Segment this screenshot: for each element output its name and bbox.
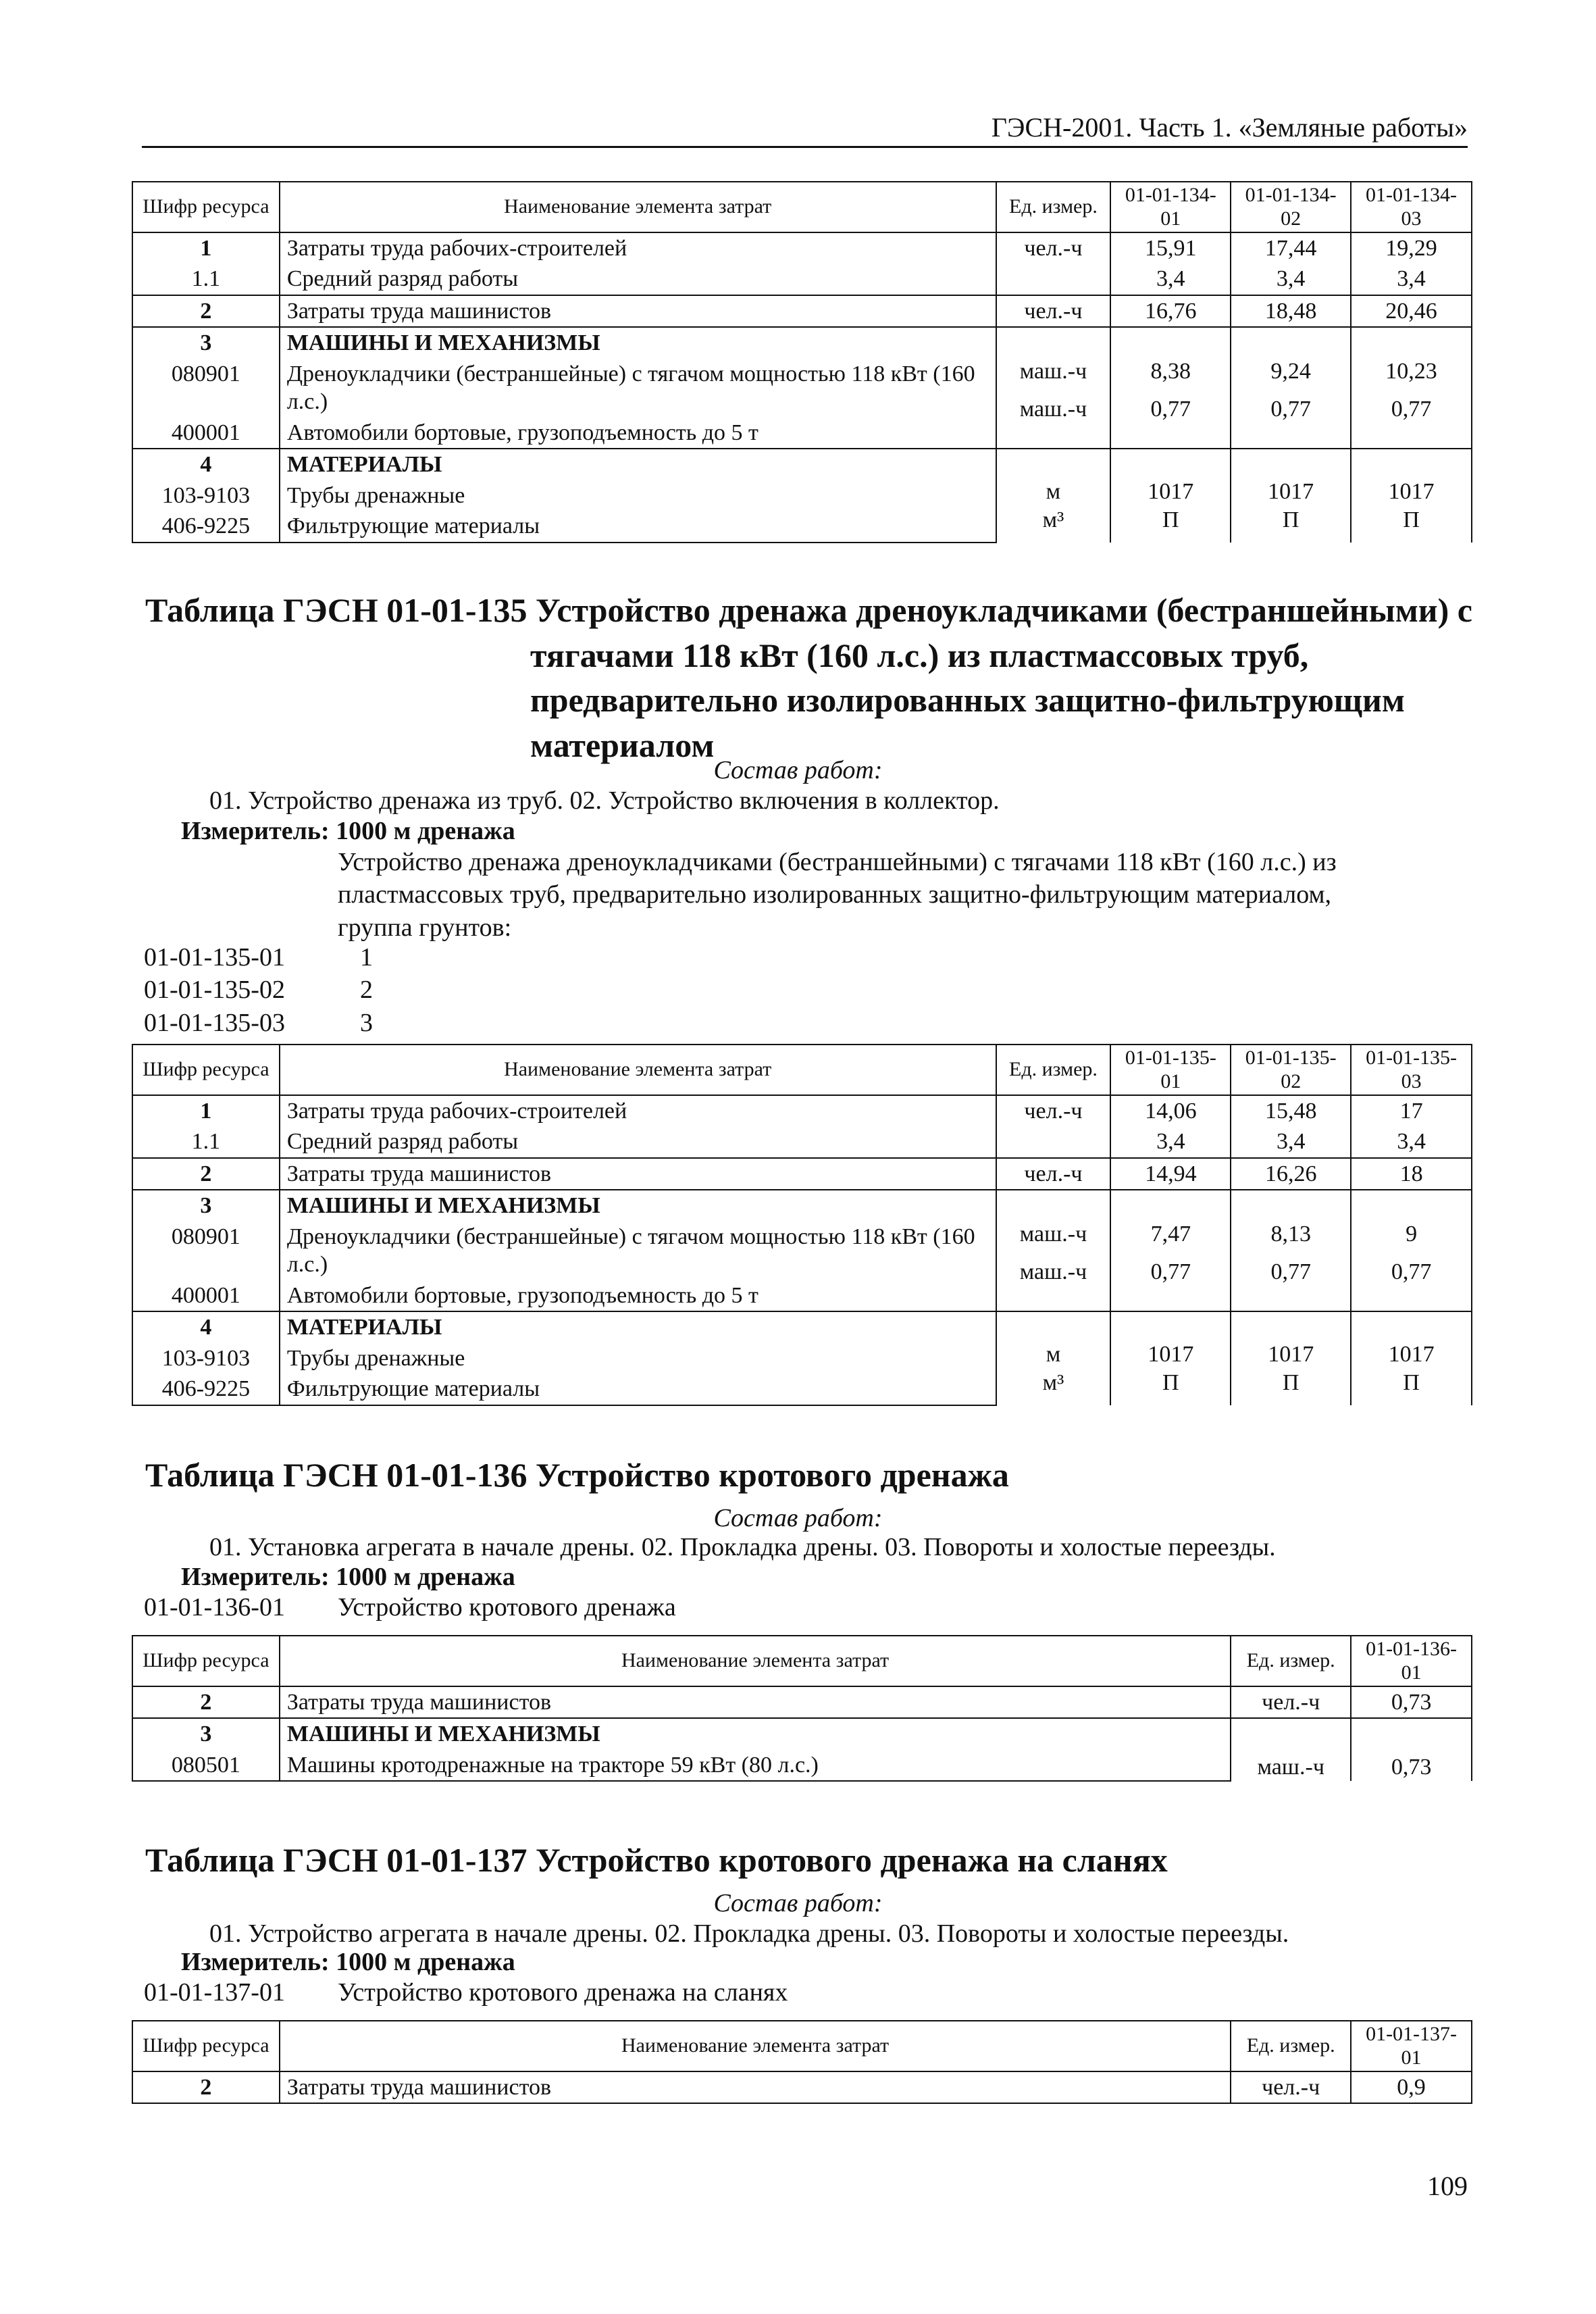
value-cell: П (1403, 507, 1420, 532)
table-header-row (132, 1045, 1472, 1095)
unit-cell: м (1046, 1342, 1061, 1367)
description-line: группа грунтов: (338, 913, 512, 942)
value-cell: П (1282, 1369, 1299, 1395)
col-unit-header: Ед. измер. (1231, 1636, 1351, 1686)
table-row (132, 1190, 1472, 1221)
value-cell: 3,4 (1351, 263, 1472, 295)
list-item (144, 941, 373, 974)
value-cell: 0,73 (1391, 1754, 1432, 1780)
resource-code: 2 (132, 2071, 280, 2103)
list-item (144, 1976, 788, 2009)
value-cell: 1017 (1148, 479, 1194, 505)
resource-name: Автомобили бортовые, грузоподъемность до 5 т (280, 418, 996, 449)
unit-cell: маш.-ч (1019, 396, 1087, 422)
table-row (132, 1686, 1472, 1718)
norm-code-description: Устройство кротового дренажа (338, 1593, 676, 1621)
col-code-header: Шифр ресурса (132, 1045, 280, 1095)
resource-name: Фильтрующие материалы (280, 1374, 996, 1405)
title-line: предварительно изолированных защитно-фильтрующим (530, 681, 1405, 719)
value-cell: П (1162, 507, 1179, 532)
value-cell: 18 (1351, 1158, 1472, 1190)
value-cell: П (1403, 1369, 1420, 1395)
value-cell: 0,77 (1150, 396, 1191, 422)
resource-code: 103-9103 (132, 480, 280, 511)
group-heading: МАТЕРИАЛЫ (280, 449, 996, 480)
value-cell: 14,94 (1110, 1158, 1231, 1190)
resource-name: Средний разряд работы (280, 263, 996, 295)
col-norm-header: 01-01-134-03 (1351, 182, 1472, 232)
norm-code-list (144, 941, 373, 1039)
col-norm-header: 01-01-134-02 (1231, 182, 1351, 232)
value-cell: 3,4 (1110, 1126, 1231, 1157)
description-line: пластмассовых труб, предварительно изолированных защитно-фильтрующим материалом, (338, 880, 1332, 909)
soil-group: 1 (360, 943, 373, 972)
value-cell: 3,4 (1110, 263, 1231, 295)
value-cell: 3,4 (1231, 1126, 1351, 1157)
measure-label: Измеритель: 1000 м дренажа (181, 1948, 515, 1976)
norm-code: 01-01-135-03 (144, 1008, 285, 1037)
value-cell: 3,4 (1231, 263, 1351, 295)
unit-cell: м³ (1042, 507, 1064, 532)
resource-code: 1.1 (132, 263, 280, 295)
resource-name: Затраты труда машинистов (280, 2071, 1231, 2103)
resource-code: 2 (132, 1158, 280, 1190)
value-cell: 9,24 (1270, 359, 1311, 384)
value-cell: 15,91 (1110, 232, 1231, 263)
group-heading: МАШИНЫ И МЕХАНИЗМЫ (280, 1190, 996, 1221)
value-cell: 9 (1406, 1222, 1418, 1247)
table-row (132, 1126, 1472, 1157)
norm-code: 01-01-135-01 (144, 943, 285, 972)
soil-group: 3 (360, 1008, 373, 1037)
col-unit-header: Ед. измер. (1231, 2021, 1351, 2071)
value-cell: 0,77 (1150, 1259, 1191, 1284)
value-cell: 1017 (1268, 1342, 1314, 1367)
unit-cell: маш.-ч (1019, 1259, 1087, 1284)
value-cell: 3,4 (1351, 1126, 1472, 1157)
norm-description (338, 846, 1486, 944)
resource-code: 400001 (132, 1280, 280, 1311)
table-row (132, 295, 1472, 327)
resource-code: 400001 (132, 418, 280, 449)
value-cell: 1017 (1268, 479, 1314, 505)
list-item (144, 1007, 373, 1039)
col-name-header: Наименование элемента затрат (280, 1636, 1231, 1686)
unit-cell: чел.-ч (1231, 2071, 1351, 2103)
resource-code: 1.1 (132, 1126, 280, 1157)
title-line: материалом (530, 726, 715, 764)
unit-cell: чел.-ч (996, 1095, 1111, 1126)
value-cell: 15,48 (1231, 1095, 1351, 1126)
unit-cell: маш.-ч (1019, 359, 1087, 384)
measure-label: Измеритель: 1000 м дренажа (181, 1563, 515, 1591)
unit-cell: маш.-ч (1257, 1754, 1324, 1780)
resource-code: 4 (132, 449, 280, 480)
value-cell: 1017 (1148, 1342, 1194, 1367)
col-norm-header: 01-01-137-01 (1351, 2021, 1472, 2071)
value-cell: 19,29 (1351, 232, 1472, 263)
section-title-137: Таблица ГЭСН 01-01-137 Устройство кротового дренажа на сланях (145, 1841, 1168, 1879)
resource-name: Дреноукладчики (бестраншейные) с тягачом мощностью 118 кВт (160 л.с.) (280, 359, 996, 418)
resource-name: Затраты труда рабочих-строителей (280, 232, 996, 263)
value-cell: 0,73 (1351, 1686, 1472, 1718)
resource-code: 1 (132, 232, 280, 263)
section-title-136: Таблица ГЭСН 01-01-136 Устройство кротового дренажа (145, 1456, 1009, 1494)
group-heading: МАШИНЫ И МЕХАНИЗМЫ (280, 1718, 1231, 1749)
value-cell: 7,47 (1150, 1222, 1191, 1247)
table-row (132, 232, 1472, 263)
table-row (132, 263, 1472, 295)
col-code-header: Шифр ресурса (132, 1636, 280, 1686)
value-cell: 16,76 (1110, 295, 1231, 327)
cost-table-136 (132, 1635, 1472, 1782)
value-cell: 1017 (1388, 1342, 1435, 1367)
norm-code-list (144, 1976, 788, 2009)
resource-name: Затраты труда рабочих-строителей (280, 1095, 996, 1126)
table-row (132, 1095, 1472, 1126)
table-row (132, 2071, 1472, 2103)
composition-label: Состав работ: (713, 1889, 883, 1917)
table-header-row (132, 2021, 1472, 2071)
resource-code: 080901 (132, 1222, 280, 1280)
resource-code: 3 (132, 1190, 280, 1221)
value-cell: 0,77 (1270, 1259, 1311, 1284)
table-row (132, 1311, 1472, 1342)
composition-text: 01. Устройство дренажа из труб. 02. Устройство включения в коллектор. (209, 786, 1000, 815)
resource-name: Машины кротодренажные на тракторе 59 кВт (80 л.с.) (280, 1750, 1231, 1781)
cost-table-134 (132, 181, 1472, 543)
resource-name: Автомобили бортовые, грузоподъемность до 5 т (280, 1280, 996, 1311)
list-item (144, 974, 373, 1006)
unit-cell: маш.-ч (1019, 1222, 1087, 1247)
composition-label: Состав работ: (713, 756, 883, 784)
value-cell: П (1162, 1369, 1179, 1395)
value-cell: 16,26 (1231, 1158, 1351, 1190)
table-header-row (132, 182, 1472, 232)
col-name-header: Наименование элемента затрат (280, 2021, 1231, 2071)
col-code-header: Шифр ресурса (132, 182, 280, 232)
resource-name: Трубы дренажные (280, 480, 996, 511)
resource-code: 103-9103 (132, 1343, 280, 1374)
col-name-header: Наименование элемента затрат (280, 182, 996, 232)
table-row (132, 1158, 1472, 1190)
resource-name: Средний разряд работы (280, 1126, 996, 1157)
norm-code: 01-01-135-02 (144, 976, 285, 1005)
col-unit-header: Ед. измер. (996, 182, 1111, 232)
running-header: ГЭСН-2001. Часть 1. «Земляные работы» (991, 112, 1468, 143)
col-code-header: Шифр ресурса (132, 2021, 280, 2071)
resource-name: Затраты труда машинистов (280, 1686, 1231, 1718)
group-heading: МАТЕРИАЛЫ (280, 1311, 996, 1342)
resource-code: 3 (132, 1718, 280, 1749)
soil-group: 2 (360, 976, 373, 1005)
value-cell: 8,38 (1150, 359, 1191, 384)
col-norm-header: 01-01-135-01 (1110, 1045, 1231, 1095)
norm-code-list (144, 1591, 676, 1624)
col-unit-header: Ед. измер. (996, 1045, 1111, 1095)
resource-name: Фильтрующие материалы (280, 511, 996, 542)
col-name-header: Наименование элемента затрат (280, 1045, 996, 1095)
header-rule (142, 146, 1468, 148)
resource-code: 2 (132, 1686, 280, 1718)
resource-code: 406-9225 (132, 1374, 280, 1405)
col-norm-header: 01-01-134-01 (1110, 182, 1231, 232)
composition-label: Состав работ: (713, 1504, 883, 1532)
unit-cell: чел.-ч (996, 232, 1111, 263)
resource-code: 1 (132, 1095, 280, 1126)
cost-table-137 (132, 2020, 1472, 2104)
unit-cell: чел.-ч (996, 295, 1111, 327)
table-row (132, 327, 1472, 358)
value-cell: 0,77 (1270, 396, 1311, 422)
value-cell: 17,44 (1231, 232, 1351, 263)
resource-name: Трубы дренажные (280, 1343, 996, 1374)
norm-code-description: Устройство кротового дренажа на сланях (338, 1978, 788, 2007)
section-title-135 (145, 588, 1489, 768)
table-row (132, 449, 1472, 480)
value-cell: 10,23 (1385, 359, 1437, 384)
norm-code: 01-01-136-01 (144, 1593, 285, 1621)
resource-code: 406-9225 (132, 511, 280, 542)
col-norm-header: 01-01-135-02 (1231, 1045, 1351, 1095)
resource-code: 4 (132, 1311, 280, 1342)
description-line: Устройство дренажа дреноукладчиками (бестраншейными) с тягачами 118 кВт (160 л.с.) из (338, 848, 1337, 876)
value-cell: 0,9 (1351, 2071, 1472, 2103)
col-norm-header: 01-01-136-01 (1351, 1636, 1472, 1686)
resource-code: 3 (132, 327, 280, 358)
resource-code: 2 (132, 295, 280, 327)
title-line: тягачами 118 кВт (160 л.с.) из пластмассовых труб, (530, 636, 1309, 674)
value-cell: 20,46 (1351, 295, 1472, 327)
table-header-row (132, 1636, 1472, 1686)
group-heading: МАШИНЫ И МЕХАНИЗМЫ (280, 327, 996, 358)
value-cell: 18,48 (1231, 295, 1351, 327)
unit-cell: чел.-ч (996, 1158, 1111, 1190)
resource-name: Дреноукладчики (бестраншейные) с тягачом мощностью 118 кВт (160 л.с.) (280, 1222, 996, 1280)
unit-cell (996, 263, 1111, 295)
resource-name: Затраты труда машинистов (280, 1158, 996, 1190)
list-item (144, 1591, 676, 1624)
resource-code: 080501 (132, 1750, 280, 1781)
table-row (132, 1718, 1472, 1749)
page-number: 109 (1427, 2171, 1468, 2201)
unit-cell: м³ (1042, 1369, 1064, 1395)
norm-code: 01-01-137-01 (144, 1978, 285, 2007)
composition-text: 01. Установка агрегата в начале дрены. 02. Прокладка дрены. 03. Повороты и холостые переезды. (209, 1533, 1276, 1561)
col-norm-header: 01-01-135-03 (1351, 1045, 1472, 1095)
title-line: Таблица ГЭСН 01-01-135 Устройство дренажа дреноукладчиками (бестраншейными) с (145, 591, 1472, 629)
value-cell: 17 (1351, 1095, 1472, 1126)
unit-cell: чел.-ч (1231, 1686, 1351, 1718)
value-cell: 0,77 (1391, 396, 1432, 422)
value-cell: 14,06 (1110, 1095, 1231, 1126)
unit-cell: м (1046, 479, 1061, 505)
value-cell: П (1282, 507, 1299, 532)
composition-text: 01. Устройство агрегата в начале дрены. 02. Прокладка дрены. 03. Повороты и холостые переезды. (209, 1919, 1289, 1948)
value-cell: 1017 (1388, 479, 1435, 505)
cost-table-135 (132, 1044, 1472, 1406)
unit-cell (996, 1126, 1111, 1157)
value-cell: 0,77 (1391, 1259, 1432, 1284)
value-cell: 8,13 (1270, 1222, 1311, 1247)
resource-name: Затраты труда машинистов (280, 295, 996, 327)
measure-label: Измеритель: 1000 м дренажа (181, 817, 515, 845)
resource-code: 080901 (132, 359, 280, 418)
